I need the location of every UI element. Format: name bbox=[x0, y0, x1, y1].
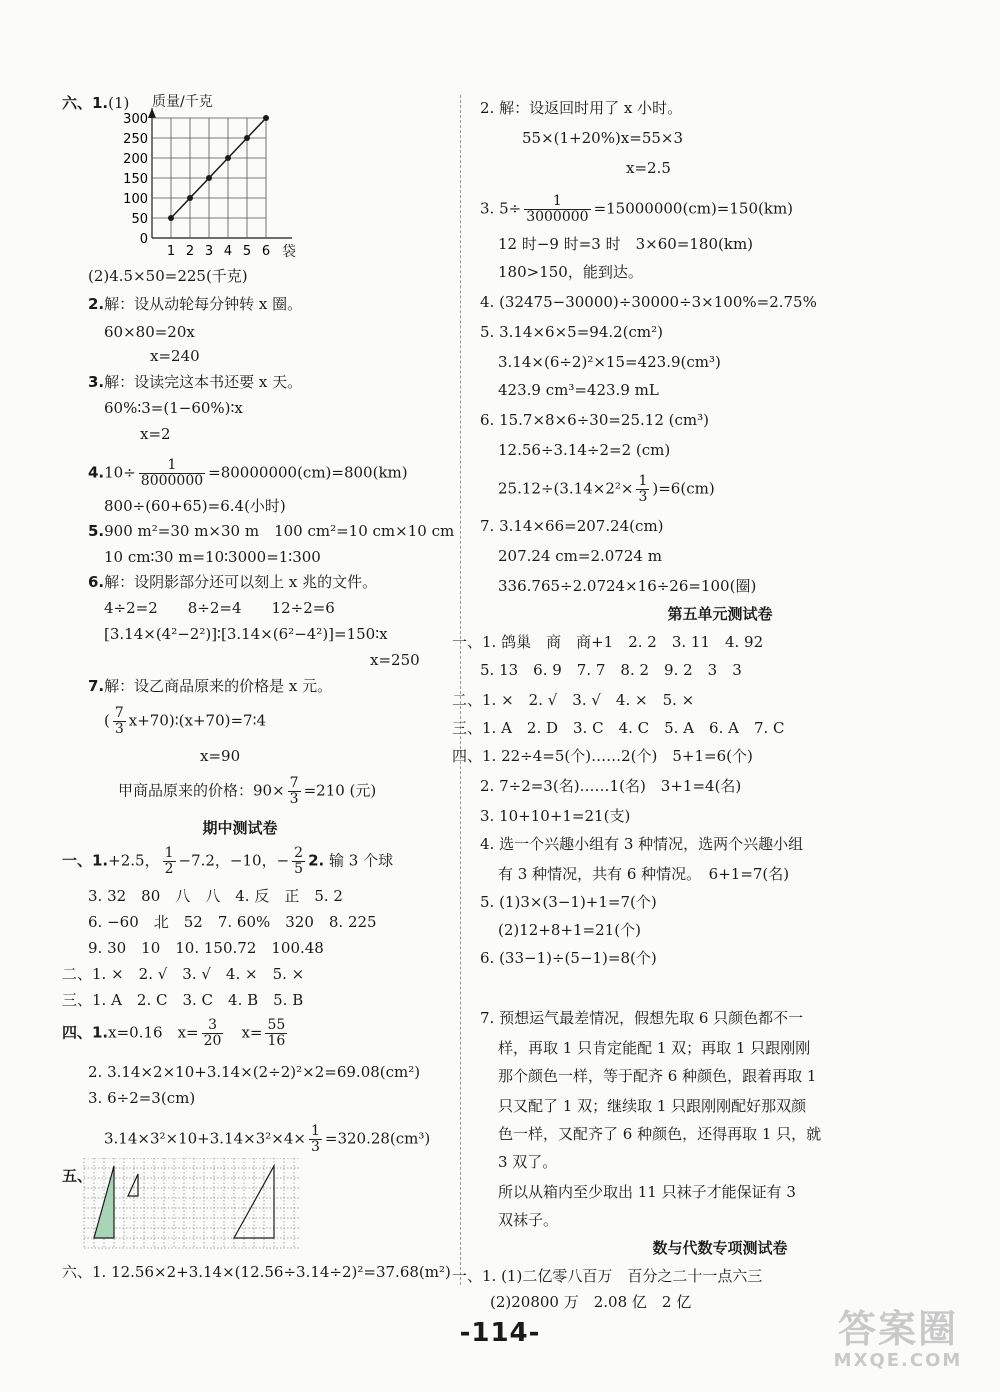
mid-s1-line2: 3. 32 80 八 八 4. 反 正 5. 2 bbox=[88, 887, 343, 905]
n1-line2: (2)20800 万 2.08 亿 2 亿 bbox=[490, 1293, 692, 1311]
u4-line7: (2)12+8+1=21(个) bbox=[498, 921, 641, 939]
y-tick-label: 150 bbox=[123, 172, 148, 187]
r3-line2: 12 时−9 时=3 时 3×60=180(km) bbox=[498, 235, 754, 253]
mid-s4-line4: 3.14×3²×10+3.14×3²×4× $\frac{1}{3}$ =320.28(cm³) bbox=[104, 1123, 431, 1155]
q7-eq2: x=90 bbox=[200, 747, 241, 765]
q6-line4: x=250 bbox=[370, 651, 420, 669]
r5-line1: 5. 3.14×6×5=94.2(cm²) bbox=[480, 323, 664, 341]
u1-line2: 5. 13 6. 9 7. 7 8. 2 9. 2 3 3 bbox=[480, 661, 742, 679]
u1-line1: 一、1. 鸽巢 商 商+1 2. 2 3. 11 4. 92 bbox=[452, 633, 764, 651]
r5-line3: 423.9 cm³=423.9 mL bbox=[498, 381, 659, 399]
r2-text: 2. 解：设返回时用了 x 小时。 bbox=[480, 99, 683, 117]
x-tick-label: 6 bbox=[261, 244, 271, 259]
section-6-q1-label: 六、1.(1) bbox=[62, 94, 130, 112]
mass-line-chart bbox=[120, 90, 300, 265]
chart-xlabel: 袋 bbox=[282, 244, 296, 260]
y-tick-label: 100 bbox=[123, 192, 148, 207]
x-tick-label: 2 bbox=[185, 244, 195, 259]
u3-line: 三、1. A 2. D 3. C 4. C 5. A 6. A 7. C bbox=[452, 719, 785, 737]
x-tick-label: 1 bbox=[166, 244, 176, 259]
mid-s1-line3: 6. −60 北 52 7. 60% 320 8. 225 bbox=[88, 913, 377, 931]
q7-eq1: ( $\frac{7}{3}$ x+70)∶(x+70)=7∶4 bbox=[104, 705, 267, 737]
q3-eq1: 60%∶3=(1−60%)∶x bbox=[104, 399, 243, 417]
watermark-en: MXQE.COM bbox=[833, 1350, 963, 1371]
chart-ylabel: 质量/千克 bbox=[152, 94, 213, 110]
q6-line2: 4÷2=2 8÷2=4 12÷2=6 bbox=[104, 599, 335, 617]
q2-eq1: 60×80=20x bbox=[104, 323, 195, 341]
q3-text: 3.解：设读完这本书还要 x 天。 bbox=[88, 373, 303, 391]
r6-line2: 12.56÷3.14÷2=2 (cm) bbox=[498, 441, 671, 459]
y-tick-label: 50 bbox=[131, 212, 148, 227]
midterm-title: 期中测试卷 bbox=[202, 819, 278, 837]
data-point bbox=[244, 135, 250, 141]
page-number: -114- bbox=[459, 1318, 541, 1348]
u4-line3: 3. 10+10+1=21(支) bbox=[480, 807, 631, 825]
r4-line: 4. (32475−30000)÷30000÷3×100%=2.75% bbox=[480, 293, 817, 311]
dotted-grid bbox=[84, 1158, 300, 1248]
data-point bbox=[187, 195, 193, 201]
u4-line11: 那个颜色一样，等于配齐 6 种颜色，跟着再取 1 bbox=[498, 1067, 817, 1085]
data-point bbox=[263, 115, 269, 121]
watermark-cn: 答案圈 bbox=[837, 1307, 958, 1351]
u4-line13: 色一样，又配齐了 6 种颜色，还得再取 1 只，就 bbox=[498, 1125, 822, 1143]
r7-line3: 336.765÷2.0724×16÷26=100(圈) bbox=[498, 577, 757, 595]
r7-line1: 7. 3.14×66=207.24(cm) bbox=[480, 517, 664, 535]
u4-line14: 3 双了。 bbox=[498, 1153, 558, 1171]
mid-s5-label: 五、 bbox=[62, 1167, 93, 1185]
data-point bbox=[168, 215, 174, 221]
r2-eq2: x=2.5 bbox=[626, 159, 671, 177]
q2-eq2: x=240 bbox=[150, 347, 200, 365]
y-tick-label: 300 bbox=[123, 112, 148, 127]
u4-line9: 7. 预想运气最差情况，假想先取 6 只颜色都不一 bbox=[480, 1009, 804, 1027]
mid-s4-line3: 3. 6÷2=3(cm) bbox=[88, 1089, 196, 1107]
r3-line3: 180>150，能到达。 bbox=[498, 263, 643, 281]
mid-s4-line2: 2. 3.14×2×10+3.14×(2÷2)²×2=69.08(cm²) bbox=[88, 1063, 421, 1081]
chart-x-ticks bbox=[167, 244, 270, 259]
mid-s1-line1: 一、1.+2.5， $\frac{1}{2}$ −7.2，−10，− $\frac{2}{5}$ 2. 输 3 个球 bbox=[62, 845, 394, 877]
y-tick-label: 250 bbox=[123, 132, 148, 147]
u4-line8: 6. (33−1)÷(5−1)=8(个) bbox=[480, 949, 657, 967]
q4-line1: 4.10÷ $\frac{1}{8000000}$ =80000000(cm)=800(km) bbox=[88, 457, 408, 489]
q5-line1: 5.900 m²=30 m×30 m 100 cm²=10 cm×10 cm bbox=[88, 522, 455, 540]
chart-y-ticks bbox=[123, 112, 148, 247]
u2-line: 二、1. × 2. √ 3. √ 4. × 5. × bbox=[452, 691, 695, 709]
x-tick-label: 5 bbox=[242, 244, 252, 259]
q6-line3: [3.14×(4²−2²)]∶[3.14×(6²−4²)]=150∶x bbox=[104, 625, 388, 643]
small-triangle bbox=[128, 1174, 138, 1196]
q2-text: 2.解：设从动轮每分钟转 x 圈。 bbox=[88, 295, 303, 313]
r5-line2: 3.14×(6÷2)²×15=423.9(cm³) bbox=[498, 353, 721, 371]
q5-line2: 10 cm∶30 m=10∶3000=1∶300 bbox=[104, 548, 321, 566]
y-tick-label: 0 bbox=[139, 232, 148, 247]
u4-line4: 4. 选一个兴趣小组有 3 种情况，选两个兴趣小组 bbox=[480, 835, 804, 853]
r3-line1: 3. 5÷ $\frac{1}{3000000}$ =15000000(cm)=150(km) bbox=[480, 193, 794, 225]
mid-s1-line4: 9. 30 10 10. 150.72 100.48 bbox=[88, 939, 324, 957]
q7-line3: 甲商品原来的价格：90× $\frac{7}{3}$ =210 (元) bbox=[118, 775, 377, 807]
n1-line1: 一、1. (1)二亿零八百万 百分之二十一点六三 bbox=[452, 1267, 763, 1285]
q7-text: 7.解：设乙商品原来的价格是 x 元。 bbox=[88, 677, 333, 695]
u4-line5: 有 3 种情况，共有 6 种情况。 6+1=7(名) bbox=[498, 865, 790, 883]
u4-line1: 四、1. 22÷4=5(个)……2(个) 5+1=6(个) bbox=[452, 747, 753, 765]
q1-part2: (2)4.5×50=225(千克) bbox=[88, 267, 248, 285]
u4-line12: 只又配了 1 双；继续取 1 只跟刚刚配好那双颜 bbox=[498, 1097, 807, 1115]
r6-line3: 25.12÷(3.14×2²× $\frac{1}{3}$ )=6(cm) bbox=[498, 473, 715, 505]
r7-line2: 207.24 cm=2.0724 m bbox=[498, 547, 662, 565]
unit5-title: 第五单元测试卷 bbox=[667, 605, 773, 623]
watermark-logo bbox=[818, 1308, 978, 1378]
q6-text: 6.解：设阴影部分还可以刻上 x 兆的文件。 bbox=[88, 573, 378, 591]
r2-eq1: 55×(1+20%)x=55×3 bbox=[522, 129, 684, 147]
x-tick-label: 3 bbox=[204, 244, 214, 259]
q3-eq2: x=2 bbox=[140, 425, 171, 443]
u4-line6: 5. (1)3×(3−1)+1=7(个) bbox=[480, 893, 657, 911]
mid-s6-line: 六、1. 12.56×2+3.14×(12.56÷3.14÷2)²=37.68(m²) bbox=[62, 1263, 451, 1281]
number-algebra-title: 数与代数专项测试卷 bbox=[652, 1239, 788, 1257]
data-point bbox=[206, 175, 212, 181]
mid-s2-line: 二、1. × 2. √ 3. √ 4. × 5. × bbox=[62, 965, 305, 983]
triangle-grid-figure bbox=[80, 1158, 302, 1250]
mid-s3-line: 三、1. A 2. C 3. C 4. B 5. B bbox=[62, 991, 304, 1009]
mid-s4-line1: 四、1.x=0.16 x= $\frac{3}{20}$ x= $\frac{55}{16}$ bbox=[62, 1017, 286, 1049]
chart-series-line bbox=[171, 118, 266, 218]
u4-line16: 双袜子。 bbox=[498, 1211, 559, 1229]
y-tick-label: 200 bbox=[123, 152, 148, 167]
x-tick-label: 4 bbox=[223, 244, 233, 259]
u4-line10: 样，再取 1 只肯定能配 1 双；再取 1 只跟刚刚 bbox=[498, 1039, 811, 1057]
r6-line1: 6. 15.7×8×6÷30=25.12 (cm³) bbox=[480, 411, 709, 429]
u4-line2: 2. 7÷2=3(名)……1(名) 3+1=4(名) bbox=[480, 777, 742, 795]
data-point bbox=[225, 155, 231, 161]
u4-line15: 所以从箱内至少取出 11 只袜子才能保证有 3 bbox=[498, 1183, 796, 1201]
q4-line2: 800÷(60+65)=6.4(小时) bbox=[104, 497, 286, 515]
